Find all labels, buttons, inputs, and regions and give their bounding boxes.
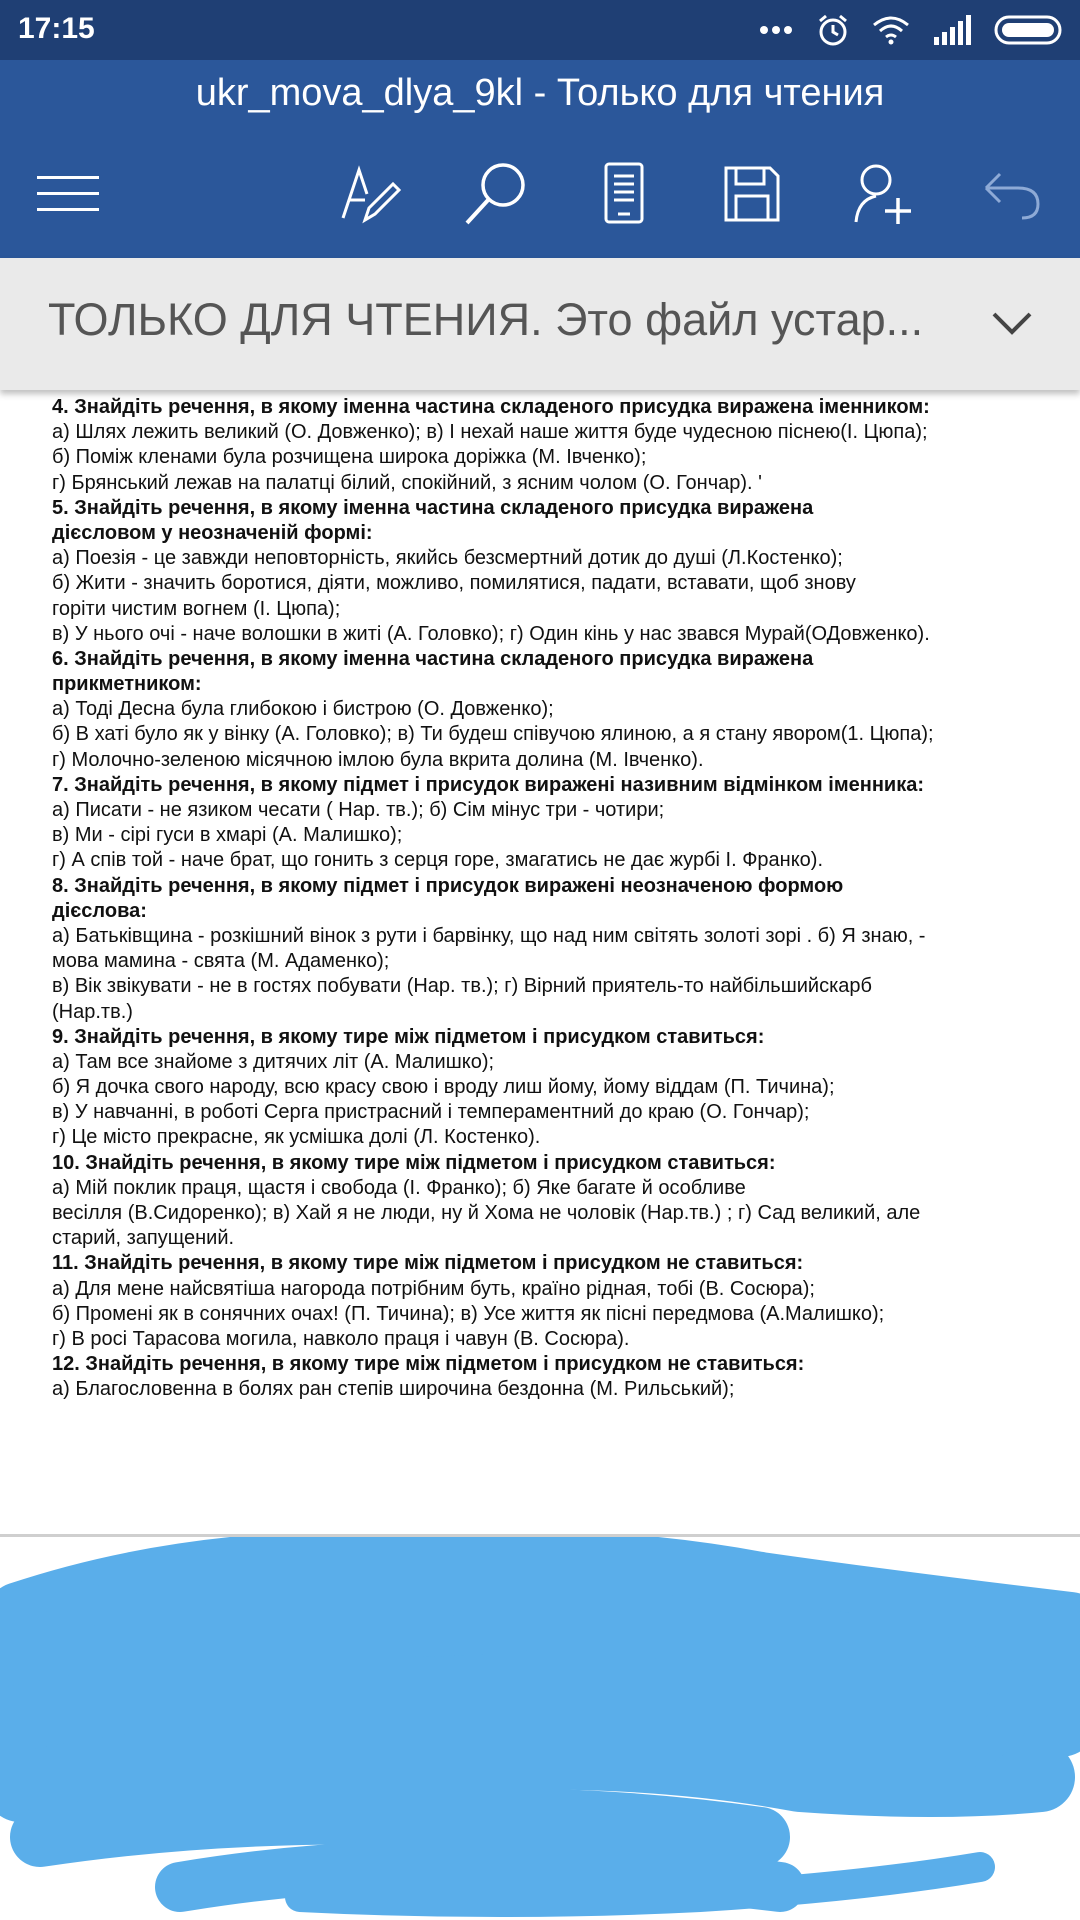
reading-view-icon [600, 162, 648, 226]
document-text-line: а) Благословенна в болях ран степів широчина бездонна (М. Рильський); [52, 1378, 735, 1401]
document-text-line: горіти чистим вогнем (І. Цюпа); [52, 597, 341, 620]
document-heading-line: 4. Знайдіть речення, в якому іменна частина складеного присудка виражена іменником: [52, 396, 930, 418]
document-text-line: в) У нього очі - наче волошки в житі (А. Головко); г) Один кінь у нас звався Мурай(ОДовженко). [52, 622, 930, 645]
redaction-scribble [0, 1537, 1080, 1920]
alarm-icon [816, 13, 850, 47]
battery-icon [994, 15, 1066, 45]
document-heading-line: 10. Знайдіть речення, в якому тире між підметом і присудком ставиться: [52, 1151, 776, 1174]
undo-icon [982, 166, 1042, 222]
document-text-line: в) У навчанні, в роботі Серга пристрасний і темпераментний до краю (О. Гончар); [52, 1101, 810, 1124]
page2-fragment: ), [900, 1665, 913, 1687]
document-heading-line: дієслова: [52, 899, 147, 922]
edit-icon [337, 162, 401, 226]
status-bar [0, 0, 1080, 60]
document-heading-line: 9. Знайдіть речення, в якому тире між підметом і присудком ставиться: [52, 1025, 765, 1048]
document-text [52, 395, 1062, 1403]
document-heading-line: 5. Знайдіть речення, в якому іменна частина складеного присудка виражена [52, 496, 814, 519]
page2-fragment: г) Хоч не [44, 1807, 126, 1829]
document-text-line: б) Я дочка свого народу, всю красу свою і вроду лиш йому, йому віддам (П. Тичина); [52, 1076, 835, 1099]
share-button[interactable] [848, 158, 920, 230]
document-text-line: а) Батьківщина - розкішний вінок з рути і барвінку, що над ним світять золоті зорі . б) Я знаю, - [52, 924, 926, 947]
menu-button[interactable] [33, 158, 105, 230]
search-icon [463, 161, 529, 227]
document-text-line: г) В росі Тарасова могила, навколо праця і чавун (В. Сосюра). [52, 1327, 630, 1350]
document-text-line: старий, запущений. [52, 1227, 235, 1250]
document-text-line: г) Брянський лежав на палатці білий, спокійний, з ясним чолом (О. Гончар). ' [52, 471, 762, 494]
document-heading-line: прикметником: [52, 673, 202, 696]
document-text-line: г) Молочно-зеленою місячною імлою була вкрита долина (М. Івченко). [52, 748, 704, 771]
status-icons [758, 10, 1066, 50]
share-icon [852, 162, 916, 226]
document-page[interactable] [0, 390, 1080, 1534]
document-text-line: г) А спів той - наче брат, що гонить з серця горе, змагатись не дає журбі І. Франко). [52, 849, 824, 872]
wifi-icon [872, 15, 910, 45]
save-button[interactable] [716, 158, 788, 230]
menu-icon [37, 174, 101, 214]
document-text-line: а) Тоді Десна була глибокою і бистрою (О. Довженко); [52, 698, 554, 721]
document-text-line: а) Там все знайоме з дитячих літ (А. Малишко); [52, 1050, 495, 1073]
document-text-line: а) Для мене найсвятіша нагорода потрібним буть, країно рідная, тобі (В. Сосюра); [52, 1277, 815, 1300]
signal-icon [932, 15, 972, 45]
document-text-line: б) Промені як в сонячних очах! (П. Тичина); в) Усе життя як пісні передмова (А.Малишко); [52, 1302, 885, 1325]
document-text-line: б) Жити - значить боротися, діяти, можливо, помилятися, падати, вставати, щоб знову [52, 572, 856, 595]
document-title: ukr_mova_dlya_9kl - Только для чтения [195, 72, 885, 114]
more-dots-icon [758, 24, 794, 36]
read-only-banner[interactable] [0, 258, 1080, 390]
document-text-line: в) Ми - сірі гуси в хмарі (А. Малишко); [52, 824, 403, 847]
title-bar [0, 60, 1080, 130]
toolbar [0, 130, 1080, 258]
document-text-line: в) Вік звікувати - не в гостях побувати (Нар. тв.); г) Вірний приятель-то найбільшийскарб [52, 975, 872, 998]
status-time: 17:15 [18, 12, 95, 45]
document-text-line: а) Шлях лежить великий (О. Довженко); в) І нехай наше життя буде чудесною піснею(І. Цюпа); [52, 421, 928, 444]
document-text-line: а) Мій поклик праця, щастя і свобода (І. Франко); б) Яке багате й особливе [52, 1176, 746, 1199]
document-heading-line: 12. Знайдіть речення, в якому тире між підметом і присудком не ставиться: [52, 1353, 805, 1376]
undo-button[interactable] [976, 158, 1048, 230]
search-button[interactable] [460, 158, 532, 230]
document-text-line: мова мамина - свята (М. Адаменко); [52, 950, 390, 973]
document-text-line: (Нар.тв.) [52, 1000, 133, 1023]
page2-fragment: охопила лиска півника [62, 1777, 272, 1799]
document-heading-line: 7. Знайдіть речення, в якому підмет і присудок виражені називним відмінком іменника: [52, 773, 925, 796]
document-text-line: б) Поміж кленами була розчищена широка доріжка (М. Івченко); [52, 446, 647, 469]
page2-fragment: о), [806, 1741, 830, 1763]
document-heading-line: 6. Знайдіть речення, в якому іменна частина складеного присудка виражена [52, 647, 814, 670]
edit-button[interactable] [333, 158, 405, 230]
document-heading-line: 11. Знайдіть речення, в якому тире між підметом і присудком не ставиться: [52, 1252, 804, 1275]
document-text-line: а) Писати - не язиком чесати ( Нар. тв.); б) Сім мінус три - чотири; [52, 799, 665, 821]
reading-view-button[interactable] [588, 158, 660, 230]
document-text-line: а) Поезія - це завжди неповторність, якийсь безсмертний дотик до душі (Л.Костенко); [52, 547, 843, 570]
save-icon [722, 164, 782, 224]
document-text-line: весілля (В.Сидоренко); в) Хай я не люди, ну й Хома не чоловік (Нар.тв.) ; г) Сад великий, але [52, 1202, 921, 1224]
read-only-message: ТОЛЬКО ДЛЯ ЧТЕНИЯ. Это файл устар... [48, 294, 924, 345]
chevron-down-icon[interactable] [984, 296, 1040, 352]
document-text-line: б) В хаті було як у вінку (А. Головко); в) Ти будеш співучою ялиною, а я стану явором(1. Цюпа); [52, 723, 934, 746]
document-text-line: г) Це місто прекрасне, як усмішка долі (Л. Костенко). [52, 1126, 541, 1149]
document-heading-line: дієсловом у неозначеній формі: [52, 521, 373, 544]
document-heading-line: 8. Знайдіть речення, в якому підмет і присудок виражені неозначеною формою [52, 874, 844, 897]
